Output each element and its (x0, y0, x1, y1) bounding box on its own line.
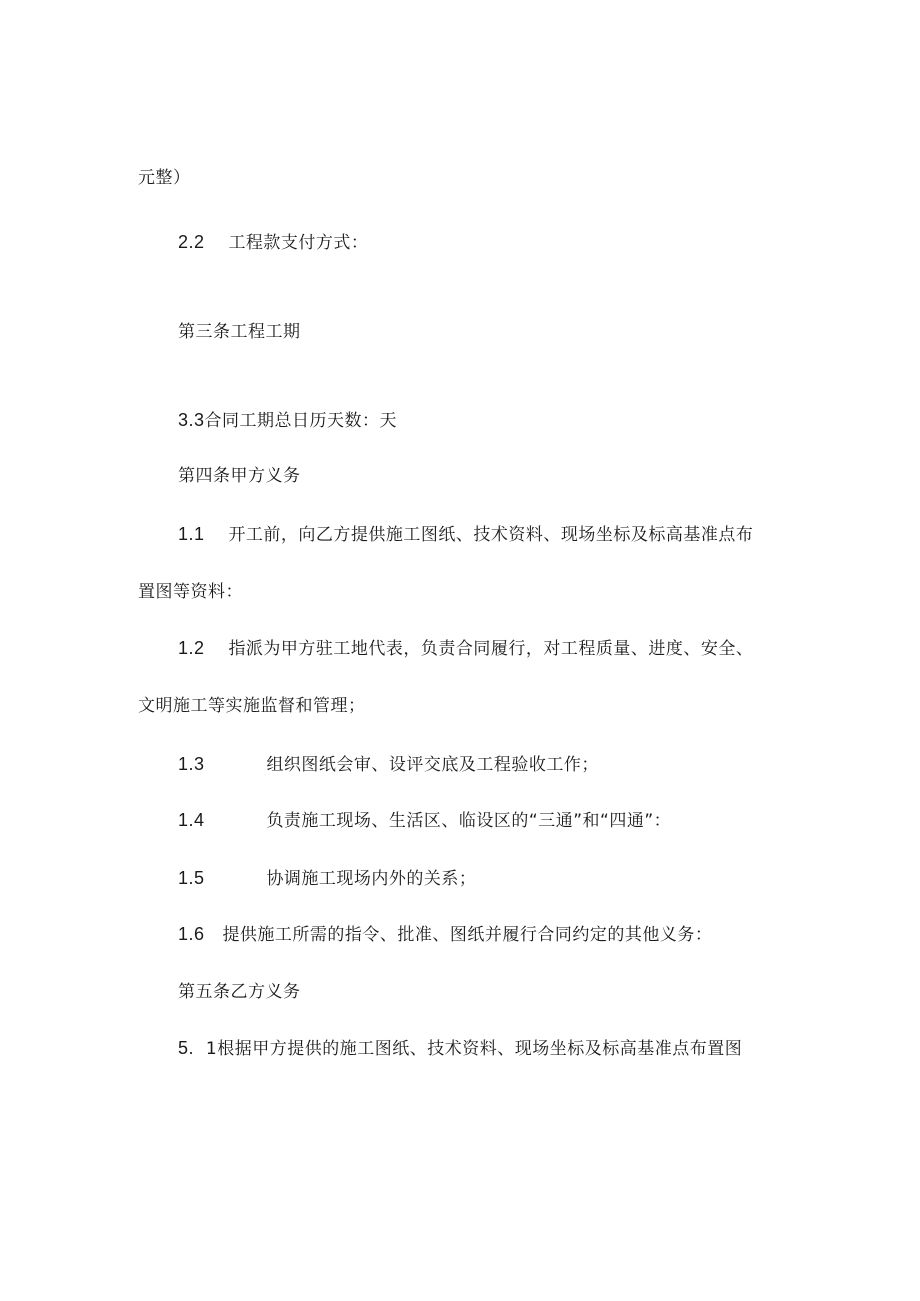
article-5-heading (178, 980, 301, 1004)
article-heading: 第五条乙方义务 (178, 982, 301, 1002)
clause-number: 1.4 (178, 810, 205, 830)
clause-number: 1.6 (178, 924, 205, 944)
clause-1-4 (178, 808, 671, 833)
clause-text-continued: 置图等资料： (138, 582, 243, 602)
article-heading: 第三条工程工期 (178, 322, 301, 342)
clause-text: 1根据甲方提供的施工图纸、技术资料、现场坐标及标高基准点布置图 (205, 1039, 743, 1059)
clause-1-2-continued (138, 694, 366, 718)
clause-text: 开工前，向乙方提供施工图纸、技术资料、现场坐标及标高基准点布 (228, 525, 754, 545)
line-text: 元整） (138, 168, 191, 188)
clause-text: 合同工期总日历天数：天 (204, 411, 398, 431)
clause-number: 1.5 (178, 868, 205, 888)
clause-number: 5. (178, 1038, 195, 1058)
clause-number: 3.3 (178, 410, 205, 430)
clause-number: 1.2 (178, 638, 205, 658)
clause-text: 指派为甲方驻工地代表，负责合同履行，对工程质量、进度、安全、 (228, 639, 754, 659)
clause-1-5 (178, 866, 476, 891)
clause-text: 协调施工现场内外的关系； (266, 869, 477, 889)
clause-number: 1.3 (178, 754, 205, 774)
article-3-heading (178, 320, 301, 344)
clause-text-continued: 文明施工等实施监督和管理； (138, 696, 366, 716)
clause-text: 负责施工现场、生活区、临设区的“三通”和“四通”： (266, 811, 672, 831)
text-line-amount-end (138, 166, 191, 190)
clause-text: 工程款支付方式： (228, 233, 369, 253)
clause-number: 2.2 (178, 232, 205, 252)
article-4-heading (178, 464, 301, 488)
clause-number: 1.1 (178, 524, 205, 544)
clause-1-3 (178, 752, 599, 777)
clause-2-2 (178, 230, 368, 255)
clause-5-1 (178, 1036, 742, 1061)
clause-1-6 (178, 922, 712, 947)
article-heading: 第四条甲方义务 (178, 466, 301, 486)
clause-3-3 (178, 408, 397, 433)
clause-1-1 (178, 522, 753, 547)
clause-1-1-continued (138, 580, 243, 604)
clause-1-2 (178, 636, 753, 661)
clause-text: 提供施工所需的指令、批准、图纸并履行合同约定的其他义务： (222, 925, 713, 945)
clause-text: 组织图纸会审、设评交底及工程验收工作； (266, 755, 599, 775)
